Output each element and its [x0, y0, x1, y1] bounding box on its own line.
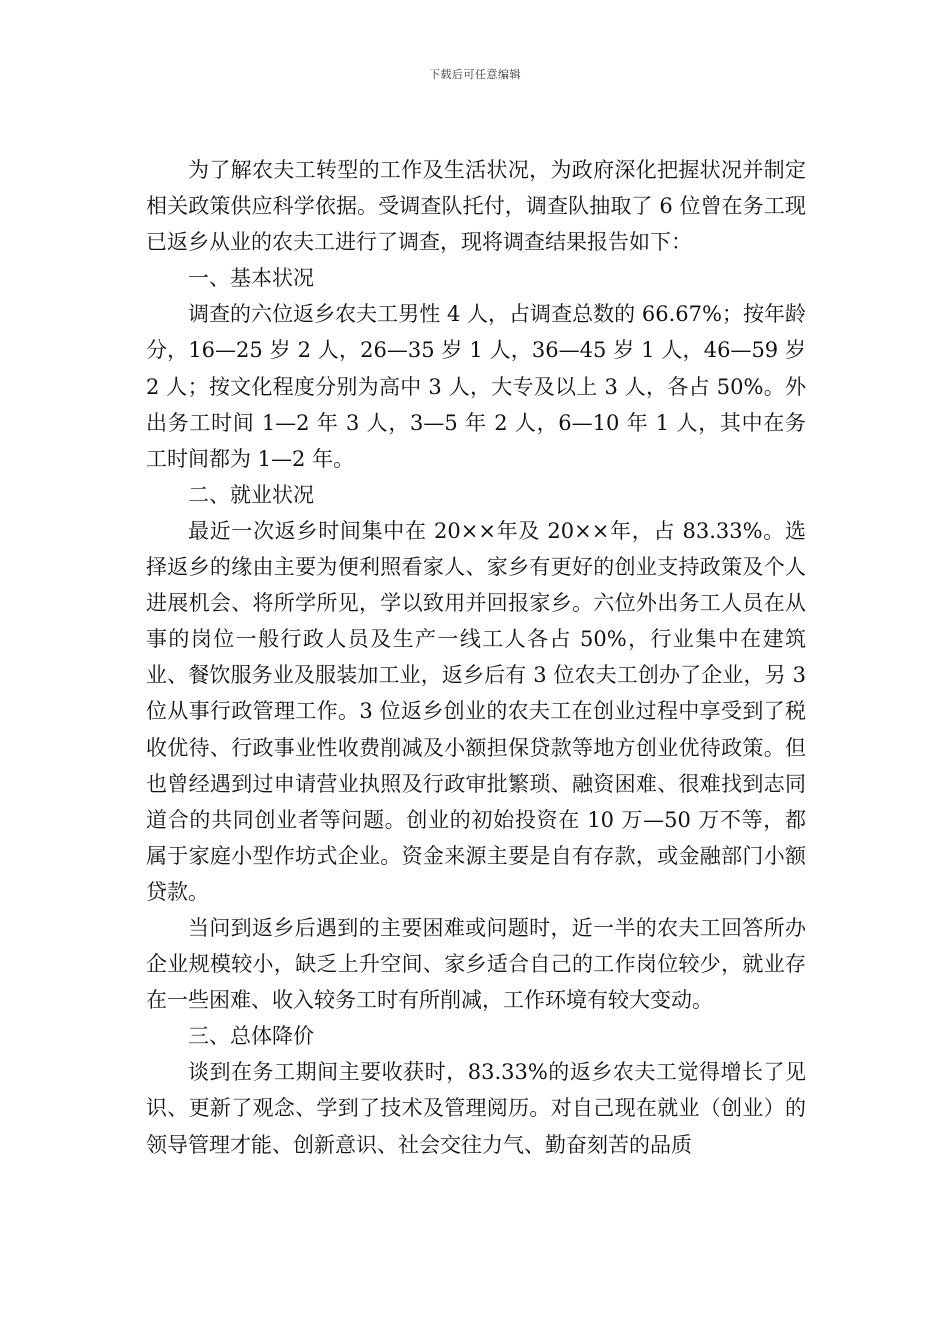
section-heading-employment: 二、就业状况 — [188, 482, 314, 507]
paragraph-overall: 谈到在务工期间主要收获时，83.33%的返乡农夫工觉得增长了见识、更新了观念、学到了技术及管理阅历。对自己现在就业（创业）的领导管理才能、创新意识、社会交往力气、勤奋刻苦的品质 — [146, 1060, 806, 1157]
page-header: 下载后可任意编辑 — [429, 68, 521, 81]
paragraph-employment: 最近一次返乡时间集中在 20××年及 20××年，占 83.33%。选择返乡的缘由主要为便利照看家人、家乡有更好的创业支持政策及个人进展机会、将所学所见，学以致用并回报家乡。六位外出务工人员在从事的岗位一般行政人员及生产一线工人各占 50%，行业集中在建筑业、餐饮服务业及服装加工业，返乡后有 3 位农夫工创办了企业，另 3 位从事行政管理工作。3 位返乡创业的农夫工在创业过程中享受到了税收优待、行政事业性收费削减及小额担保贷款等地方创业优待政策。但也曾经遇到过申请营业执照及行政审批繁琐、融资困难、很难找到志同道合的共同创业者等问题。创业的初始投资在 10 万—50 万不等，都属于家庭小型作坊式企业。资金来源主要是自有存款，或金融部门小额贷款。 — [146, 518, 806, 904]
section-heading-overall: 三、总体降价 — [188, 1024, 314, 1049]
document-body — [146, 152, 806, 1163]
section-heading-basic: 一、基本状况 — [188, 266, 314, 291]
paragraph-intro: 为了解农夫工转型的工作及生活状况，为政府深化把握状况并制定相关政策供应科学依据。受调查队托付，调查队抽取了 6 位曾在务工现已返乡从业的农夫工进行了调查，现将调查结果报告如下： — [146, 158, 806, 255]
paragraph-basic-status: 调查的六位返乡农夫工男性 4 人，占调查总数的 66.67%；按年龄分，16—25 岁 2 人，26—35 岁 1 人，36—45 岁 1 人，46—59 岁 2 人；按文化程度分别为高中 3 人，大专及以上 3 人，各占 50%。外出务工时间 1—2 年 3 人，3—5 年 2 人，6—10 年 1 人，其中在务工时间都为 1—2 年。 — [146, 302, 806, 471]
paragraph-difficulties: 当问到返乡后遇到的主要困难或问题时，近一半的农夫工回答所办企业规模较小，缺乏上升空间、家乡适合自己的工作岗位较少，就业存在一些困难、收入较务工时有所削减，工作环境有较大变动。 — [146, 915, 806, 1013]
